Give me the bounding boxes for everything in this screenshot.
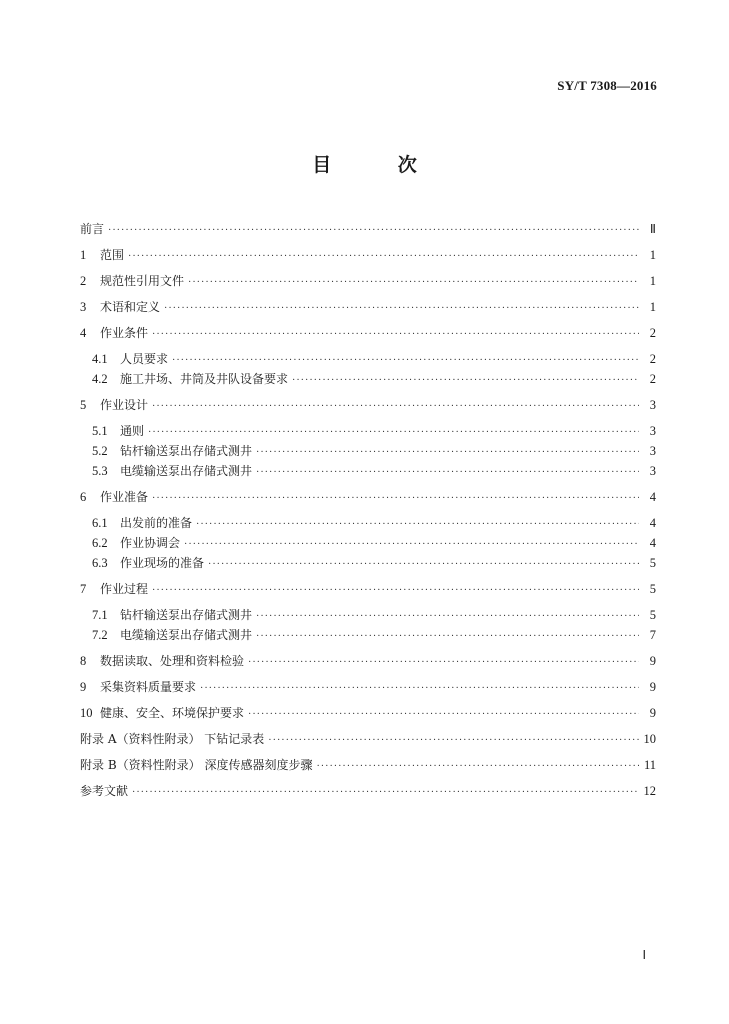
toc-entry-page: 2: [649, 352, 656, 366]
toc-entry-label: 采集资料质量要求: [100, 680, 197, 694]
toc-entry-number: 5.2: [92, 444, 108, 458]
toc-entry-page: 11: [643, 758, 656, 772]
toc-entry-number: 6: [80, 490, 87, 504]
toc-entry-number: 7.1: [92, 608, 108, 622]
toc-entry-page: 4: [649, 516, 656, 530]
toc-leader-dots: [292, 371, 639, 391]
toc-entry-number: 8: [80, 654, 87, 668]
toc-leader-dots: [248, 653, 639, 673]
toc-entry-label: 参考文献: [80, 784, 129, 798]
toc-entry-label: 作业设计: [100, 398, 149, 412]
toc-entry-page: 4: [649, 536, 656, 550]
toc-leader-dots: [184, 535, 639, 555]
toc-leader-dots: [172, 351, 639, 371]
toc-entry-label: 作业条件: [100, 326, 149, 340]
toc-entry-number: 10: [80, 706, 93, 720]
toc-entry-page: 5: [649, 608, 656, 622]
toc-entry: [80, 369, 656, 389]
toc-leader-dots: [188, 273, 639, 293]
toc-entry-number: 6.1: [92, 516, 108, 530]
toc-entry-page: 2: [649, 326, 656, 340]
toc-leader-dots: [316, 757, 639, 777]
toc-leader-dots: [128, 247, 639, 267]
toc-entry: [80, 781, 656, 801]
toc-entry-label: 规范性引用文件: [100, 274, 185, 288]
toc-entry: [80, 729, 656, 749]
toc-entry: [80, 533, 656, 553]
toc-entry-number: 5.3: [92, 464, 108, 478]
toc-entry: [80, 553, 656, 573]
toc-entry-label: 作业准备: [100, 490, 149, 504]
toc-entry: [80, 323, 656, 343]
toc-entry-label: 术语和定义: [100, 300, 161, 314]
toc-entry-label: 施工井场、井筒及井队设备要求: [120, 372, 289, 386]
toc-entry-number: 5: [80, 398, 87, 412]
toc-entry-page: 2: [649, 372, 656, 386]
toc-entry-number: 4.1: [92, 352, 108, 366]
toc-entry-page: 7: [649, 628, 656, 642]
toc-entry-label: 附录 A（资料性附录） 下钻记录表: [80, 732, 265, 746]
toc-leader-dots: [164, 299, 639, 319]
toc-entry-page: 5: [649, 556, 656, 570]
toc-entry-label: 健康、安全、环境保护要求: [100, 706, 245, 720]
toc-entry-page: 1: [649, 248, 656, 262]
toc-entry-number: 1: [80, 248, 87, 262]
toc-entry-number: 9: [80, 680, 87, 694]
toc-entry-number: 7.2: [92, 628, 108, 642]
toc-entry: [80, 219, 656, 239]
toc-leader-dots: [256, 463, 639, 483]
toc-entry: [80, 651, 656, 671]
toc-entry: [80, 245, 656, 265]
toc-entry-label: 附录 B（资料性附录） 深度传感器刻度步骤: [80, 758, 313, 772]
toc-entry-page: 9: [649, 680, 656, 694]
toc-entry-label: 作业现场的准备: [120, 556, 205, 570]
toc-leader-dots: [256, 443, 639, 463]
toc-entry-label: 人员要求: [120, 352, 169, 366]
toc-entry-label: 通则: [120, 424, 145, 438]
page-number: Ⅰ: [642, 948, 646, 962]
toc-leader-dots: [256, 607, 639, 627]
toc-leader-dots: [132, 783, 639, 803]
toc-entry: [80, 513, 656, 533]
toc-entry-page: 1: [649, 300, 656, 314]
toc-leader-dots: [248, 705, 639, 725]
toc-leader-dots: [200, 679, 639, 699]
toc-entry-number: 5.1: [92, 424, 108, 438]
toc-entry: [80, 605, 656, 625]
toc-entry-page: 4: [649, 490, 656, 504]
toc-entry-label: 出发前的准备: [120, 516, 193, 530]
toc-entry-number: 6.2: [92, 536, 108, 550]
toc-entry-label: 钻杆输送泵出存储式测井: [120, 608, 253, 622]
toc-entry-label: 电缆输送泵出存储式测井: [120, 628, 253, 642]
toc-leader-dots: [196, 515, 639, 535]
toc-leader-dots: [152, 581, 639, 601]
document-code: SY/T 7308—2016: [557, 78, 657, 93]
toc-entry-label: 钻杆输送泵出存储式测井: [120, 444, 253, 458]
toc-leader-dots: [208, 555, 639, 575]
toc-entry: [80, 441, 656, 461]
toc-entry-number: 6.3: [92, 556, 108, 570]
toc-entry-page: 10: [643, 732, 656, 746]
toc-entry: [80, 703, 656, 723]
toc-entry-label: 数据读取、处理和资料检验: [100, 654, 245, 668]
toc-entry-page: 1: [649, 274, 656, 288]
toc-entry-number: 7: [80, 582, 87, 596]
toc-leader-dots: [268, 731, 639, 751]
toc-entry-label: 电缆输送泵出存储式测井: [120, 464, 253, 478]
toc-leader-dots: [152, 325, 639, 345]
toc-entry-number: 4: [80, 326, 87, 340]
toc-leader-dots: [108, 221, 639, 241]
toc-entry: [80, 271, 656, 291]
toc-entry: [80, 349, 656, 369]
toc-entry: [80, 677, 656, 697]
toc-leader-dots: [256, 627, 639, 647]
toc-entry-label: 作业过程: [100, 582, 149, 596]
toc-entry: [80, 579, 656, 599]
toc-entry-page: 9: [649, 654, 656, 668]
toc-entry: [80, 461, 656, 481]
toc-entry-page: 3: [649, 444, 656, 458]
toc-entry-page: 5: [649, 582, 656, 596]
toc-entry-label: 作业协调会: [120, 536, 181, 550]
toc-entry-number: 3: [80, 300, 87, 314]
toc-entry: [80, 487, 656, 507]
toc-entry: [80, 395, 656, 415]
toc-entry-page: 3: [649, 398, 656, 412]
toc-entry-number: 2: [80, 274, 87, 288]
toc-entry-label: 范围: [100, 248, 125, 262]
toc-entry-label: 前言: [80, 222, 105, 236]
toc-entry-page: 3: [649, 424, 656, 438]
page-title: 目 次: [312, 154, 447, 176]
toc-entry-page: Ⅱ: [649, 222, 656, 236]
toc-leader-dots: [152, 489, 639, 509]
toc-entry: [80, 755, 656, 775]
toc-entry: [80, 421, 656, 441]
toc-entry: [80, 297, 656, 317]
toc-entry-page: 12: [643, 784, 656, 798]
toc-entry: [80, 625, 656, 645]
toc-leader-dots: [152, 397, 639, 417]
toc-entry-page: 9: [649, 706, 656, 720]
toc-leader-dots: [148, 423, 639, 443]
toc-entry-page: 3: [649, 464, 656, 478]
toc-entry-number: 4.2: [92, 372, 108, 386]
